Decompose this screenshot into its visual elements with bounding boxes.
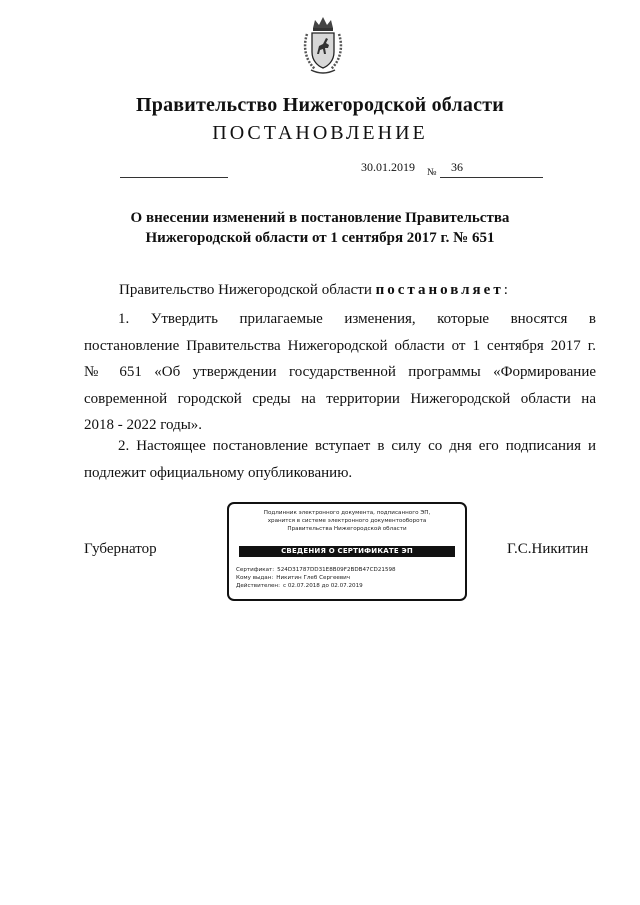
preamble-text: Правительство Нижегородской области	[119, 282, 376, 298]
valid-value: с 02.07.2018 до 02.07.2019	[282, 583, 363, 589]
stamp-intro-line: Правительства Нижегородской области	[287, 526, 407, 532]
stamp-intro	[235, 509, 459, 533]
stamp-certificate-row	[236, 566, 396, 574]
paragraph-2	[84, 433, 596, 486]
number-sign: №	[427, 167, 437, 178]
stamp-intro-line: хранится в системе электронного документооборота	[267, 518, 427, 524]
preamble-colon: :	[503, 282, 508, 298]
document-date: 30.01.2019	[361, 160, 415, 174]
stamp-validity-row	[236, 582, 396, 590]
preamble	[119, 280, 508, 300]
stamp-intro-line: Подлинник электронного документа, подписанного ЭП,	[263, 510, 431, 516]
issued-to-value: Никитин Глеб Сергеевич	[276, 575, 351, 581]
number-underline	[440, 177, 543, 178]
stamp-issued-row	[236, 574, 396, 582]
signatory-position: Губернатор	[84, 541, 157, 557]
certificate-value: 524D31787DD31E8B09F2BDB47CD21598	[277, 567, 396, 573]
coat-of-arms-icon	[301, 14, 345, 76]
electronic-signature-stamp	[227, 502, 467, 601]
preamble-verb: постановляет	[375, 282, 504, 298]
document-type: ПОСТАНОВЛЕНИЕ	[212, 122, 428, 144]
government-name: Правительство Нижегородской области	[136, 94, 504, 116]
paragraph-line: 2018 - 2022 годы».	[84, 417, 203, 433]
stamp-certificate-header: СВЕДЕНИЯ О СЕРТИФИКАТЕ ЭП	[239, 546, 455, 557]
paragraph-line: 1. Утвердить прилагаемые изменения, которые вносятся в	[118, 311, 596, 327]
valid-label: Действителен:	[236, 583, 280, 589]
certificate-label: Сертификат:	[236, 567, 275, 573]
document-number: 36	[451, 160, 463, 174]
subject-line: Нижегородской области от 1 сентября 2017 г. № 651	[145, 230, 495, 246]
document-subject	[110, 208, 530, 248]
issued-to-label: Кому выдан:	[236, 575, 274, 581]
paragraph-line: подлежит официальному опубликованию.	[84, 464, 353, 481]
subject-line: О внесении изменений в постановление Правительства	[130, 210, 510, 226]
paragraph-line: постановление Правительства Нижегородской области от 1 сентября 2017 г.	[84, 337, 596, 354]
paragraph-1	[84, 306, 596, 439]
signatory-name: Г.С.Никитин	[507, 541, 589, 557]
stamp-certificate-details	[236, 566, 396, 590]
date-underline	[120, 177, 228, 178]
paragraph-line: современной городской среды на территории Нижегородской области на	[84, 390, 596, 407]
paragraph-line: № 651 «Об утверждении государственной программы «Формирование	[84, 364, 596, 380]
paragraph-line: 2. Настоящее постановление вступает в силу со дня его подписания и	[118, 438, 596, 454]
